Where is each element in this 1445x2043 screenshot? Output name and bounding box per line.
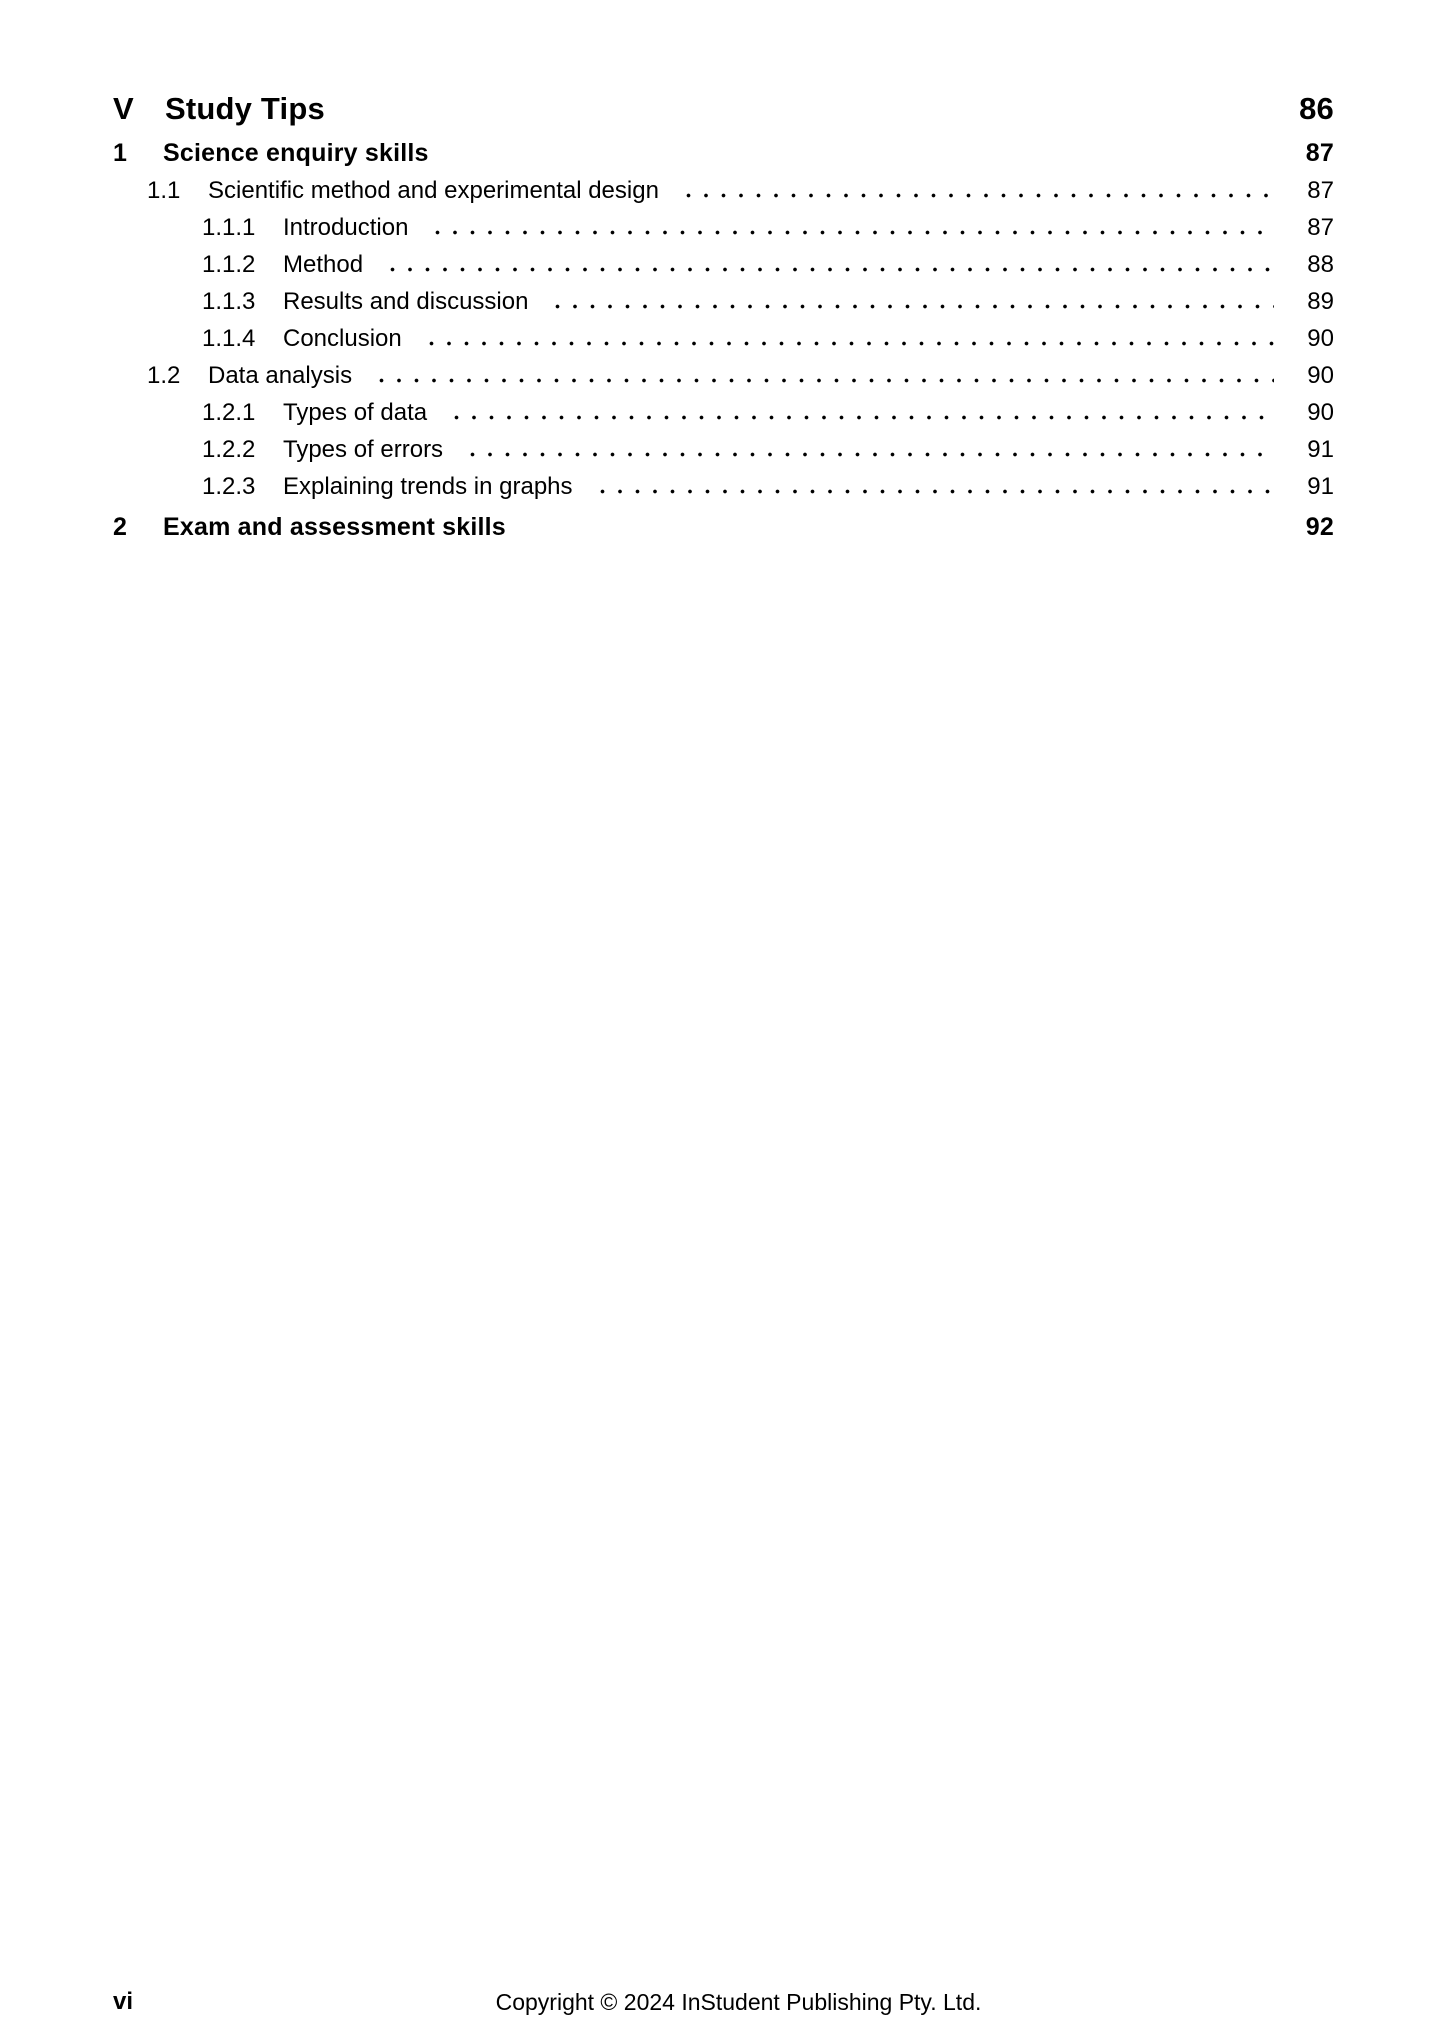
toc-entry-title: Types of data: [283, 399, 428, 426]
toc-entry-title: Method: [283, 251, 364, 278]
toc-entry-title: Scientific method and experimental design: [208, 177, 659, 204]
toc-entry-row[interactable]: [113, 362, 1334, 390]
dot-leader: [555, 304, 1274, 309]
toc-entry-page: 87: [1307, 214, 1334, 241]
toc-entry-row[interactable]: [113, 214, 1334, 242]
toc-entry-row[interactable]: [113, 325, 1334, 353]
toc-entry-title: Introduction: [283, 214, 409, 241]
toc-part-row[interactable]: [113, 90, 1334, 127]
toc-entry-page: 91: [1307, 436, 1334, 463]
toc-entry-row[interactable]: [113, 473, 1334, 501]
toc-entry-page: 89: [1307, 288, 1334, 315]
toc-part-title: Study Tips: [165, 91, 325, 126]
toc-entry-title: Science enquiry skills: [163, 139, 429, 167]
toc-entry-number: 1.1: [147, 177, 181, 204]
toc-entry-page: 88: [1307, 251, 1334, 278]
page-footer: [113, 1988, 1334, 2020]
toc-entry-title: Explaining trends in graphs: [283, 473, 573, 500]
toc-part-page: 86: [1299, 91, 1334, 126]
toc-entry-title: Exam and assessment skills: [163, 513, 506, 541]
toc-entry-number: 1.2.1: [202, 399, 256, 426]
toc-entry-page: 92: [1305, 513, 1334, 541]
dot-leader: [686, 193, 1274, 198]
toc-entry-row[interactable]: [113, 512, 1334, 542]
toc-entry-row[interactable]: [113, 177, 1334, 205]
toc-entry-title: Conclusion: [283, 325, 402, 352]
toc-entry-number: 1: [113, 139, 128, 167]
table-of-contents: [113, 90, 1334, 542]
toc-entry-number: 1.1.4: [202, 325, 256, 352]
footer-copyright: Copyright © 2024 InStudent Publishing Pty. Ltd.: [495, 1989, 982, 2015]
toc-entry-number: 1.2.3: [202, 473, 256, 500]
dot-leader: [600, 489, 1274, 494]
toc-entry-page: 90: [1307, 362, 1334, 389]
toc-entry-row[interactable]: [113, 436, 1334, 464]
toc-entry-row[interactable]: [113, 288, 1334, 316]
dot-leader: [429, 341, 1274, 346]
toc-entry-title: Data analysis: [208, 362, 353, 389]
toc-entry-page: 87: [1305, 139, 1334, 167]
toc-entry-number: 2: [113, 513, 128, 541]
toc-entry-row[interactable]: [113, 399, 1334, 427]
dot-leader: [454, 415, 1274, 420]
toc-entry-number: 1.1.2: [202, 251, 256, 278]
toc-entry-row[interactable]: [113, 138, 1334, 168]
toc-entry-number: 1.1.3: [202, 288, 256, 315]
toc-entry-row[interactable]: [113, 251, 1334, 279]
dot-leader: [379, 378, 1274, 383]
toc-entry-number: 1.1.1: [202, 214, 256, 241]
footer-page-number: vi: [113, 1988, 134, 2015]
toc-entry-page: 90: [1307, 399, 1334, 426]
toc-entry-title: Types of errors: [283, 436, 444, 463]
toc-entry-number: 1.2: [147, 362, 181, 389]
toc-entry-page: 91: [1307, 473, 1334, 500]
toc-part-number: V: [113, 91, 134, 126]
toc-entry-page: 90: [1307, 325, 1334, 352]
dot-leader: [390, 267, 1274, 272]
toc-entry-title: Results and discussion: [283, 288, 529, 315]
toc-entry-number: 1.2.2: [202, 436, 256, 463]
toc-entry-page: 87: [1307, 177, 1334, 204]
dot-leader: [470, 452, 1274, 457]
dot-leader: [435, 230, 1274, 235]
